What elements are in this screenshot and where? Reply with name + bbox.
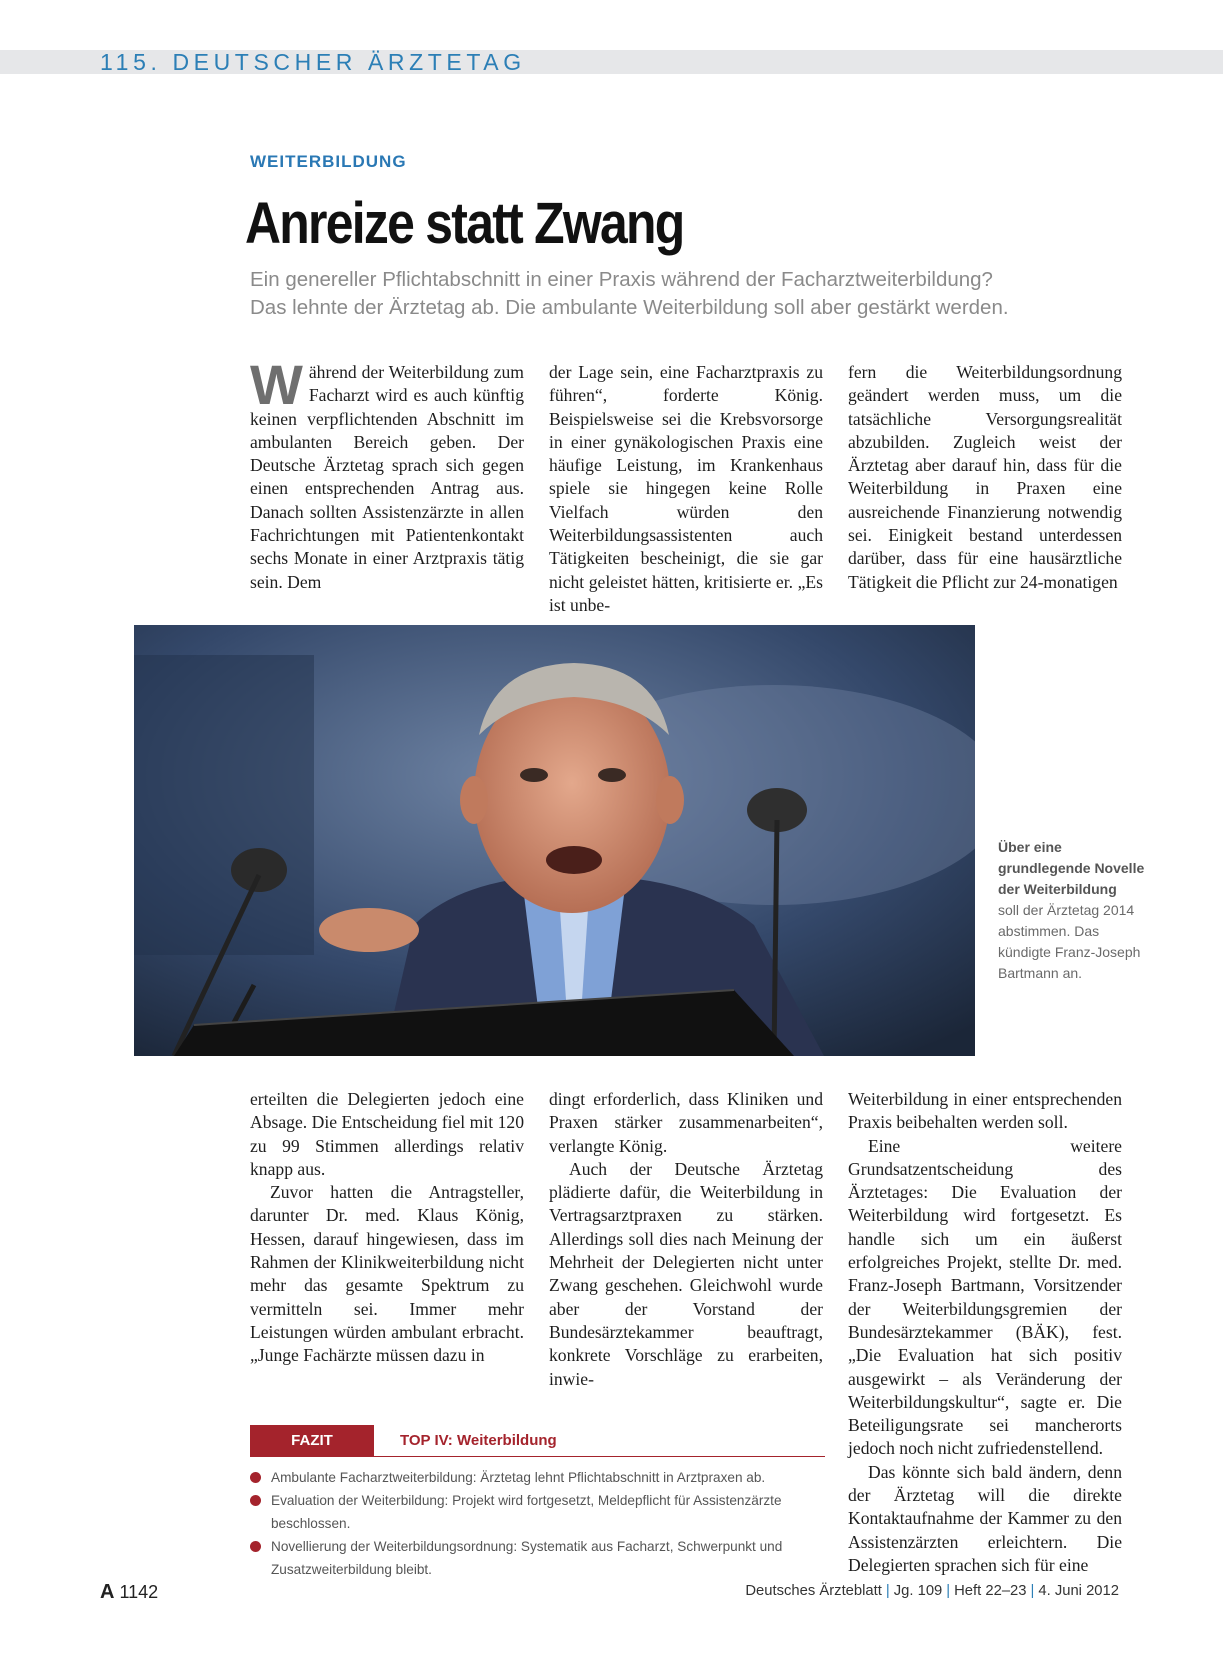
body-column-1-top xyxy=(250,353,524,594)
separator: | xyxy=(1030,1583,1035,1599)
paragraph: Eine weitere Grundsatzentscheidung des Ärztetages: Die Evaluation der Weiterbildung wird fortgesetzt. Es handle sich um ein äußerst erfolgreiches Projekt, stellte Dr. med. Franz-Joseph Bartmann, Vorsitzender der Weiterbildungsgremien der Bundesärztekammer (BÄK), fest. „Die Evaluation hat sich positiv ausgewirkt – als Veränderung der Weiterbildungskultur“, sagte er. Die Beteiligungsrate sei mancherorts jedoch noch nicht zufriedenstellend. xyxy=(848,1135,1122,1459)
paragraph: Auch der Deutsche Ärztetag plädierte dafür, die Weiterbildung in Vertragsarztpraxen zu stärken. Allerdings soll dies nach Meinung der Mehrheit der Delegierten nicht unter Zwang geschehen. Gleichwohl wurde aber der Vorstand der Bundesärztekammer beauftragt, konkrete Vorschläge zu erarbeiten, inwie- xyxy=(549,1158,823,1389)
date: 4. Juni 2012 xyxy=(1038,1583,1119,1599)
fazit-item: Novellierung der Weiterbildungsordnung: Systematik aus Facharzt, Schwerpunkt und Zusatzweiterbildung bleibt. xyxy=(250,1535,830,1581)
page-number: A 1142 xyxy=(100,1581,159,1603)
separator: | xyxy=(885,1583,890,1599)
lead-line: Das lehnte der Ärztetag ab. Die ambulante Weiterbildung soll aber gestärkt werden. xyxy=(250,296,1009,319)
bullet-icon xyxy=(250,1541,261,1552)
photo-illustration xyxy=(134,625,975,1056)
article-headline: Anreize statt Zwang xyxy=(245,191,684,256)
publication-name: Deutsches Ärzteblatt xyxy=(745,1583,882,1599)
dropcap: W xyxy=(250,353,303,416)
body-column-2-top xyxy=(549,361,823,617)
paragraph: Weiterbildung in einer entsprechenden Praxis beibehalten werden soll. xyxy=(848,1089,1122,1133)
paragraph: ährend der Weiterbildung zum Facharzt wird es auch künftig keinen verpflichtenden Abschnitt im ambulanten Bereich geben. Der Deutsche Ärztetag sprach sich gegen einen entsprechenden Antrag aus. Danach sollten Assistenzärzte in allen Fachrichtungen mit Patientenkontakt sechs Monate in einer Arztpraxis tätig sein. Dem xyxy=(250,362,524,592)
bullet-icon xyxy=(250,1472,261,1483)
fazit-list xyxy=(250,1466,830,1581)
paragraph: Zuvor hatten die Antragsteller, darunter Dr. med. Klaus König, Hessen, darauf hingewiesen, dass im Rahmen der Klinikweiterbildung nicht mehr das gesamte Spektrum zu vermitteln sei. Immer mehr Leistungen würden ambulant erbracht. „Junge Fachärzte müssen dazu in xyxy=(250,1182,524,1366)
fazit-title: TOP IV: Weiterbildung xyxy=(400,1432,557,1449)
caption-text: soll der Ärztetag 2014 abstimmen. Das kündigte Franz-Joseph Bartmann an. xyxy=(998,902,1141,981)
lead-line: Ein genereller Pflichtabschnitt in einer Praxis während der Facharztweiterbildung? xyxy=(250,268,993,291)
fazit-item: Evaluation der Weiterbildung: Projekt wird fortgesetzt, Meldepflicht für Assistenzärzte beschlossen. xyxy=(250,1489,830,1535)
paragraph: Das könnte sich bald ändern, denn der Ärztetag will die direkte Kontaktaufnahme der Kammer zu den Assistenzärzten erleichtern. Die Delegierten sprachen sich für eine xyxy=(848,1461,1122,1575)
fazit-item: Ambulante Facharztweiterbildung: Ärztetag lehnt Pflichtabschnitt in Arztpraxen ab. xyxy=(250,1466,830,1489)
body-column-2-bottom xyxy=(549,1088,823,1391)
section-header: 115. DEUTSCHER ÄRZTETAG xyxy=(100,49,526,75)
separator: | xyxy=(946,1583,951,1599)
paragraph: erteilten die Delegierten jedoch eine Absage. Die Entscheidung fiel mit 120 zu 99 Stimmen allerdings relativ knapp aus. xyxy=(250,1089,524,1179)
article-photo xyxy=(134,625,975,1056)
body-column-3-bottom xyxy=(848,1088,1122,1577)
caption-lead: Über eine grundlegende Novelle der Weiterbildung xyxy=(998,839,1145,897)
bullet-icon xyxy=(250,1495,261,1506)
paragraph: fern die Weiterbildungsordnung geändert werden muss, um die tatsächliche Versorgungsrealität abzubilden. Zugleich weist der Ärztetag aber darauf hin, dass für die Weiterbildung in Praxen eine ausreichende Finanzierung notwendig sei. Einigkeit bestand unterdessen darüber, dass für eine hausärztliche Tätigkeit die Pflicht zur 24-monatigen xyxy=(848,362,1122,592)
body-column-3-top xyxy=(848,361,1122,594)
paragraph: der Lage sein, eine Facharztpraxis zu führen“, forderte König. Beispielsweise sei die Krebsvorsorge in einer gynäkologischen Praxis eine häufige Leistung, im Krankenhaus spiele sie hingegen keine Rolle Vielfach würden den Weiterbildungsassistenten auch Tätigkeiten bescheinigt, die sie gar nicht geleistet hätten, kritisierte er. „Es ist unbe- xyxy=(549,362,823,615)
article-kicker: WEITERBILDUNG xyxy=(250,152,407,171)
article-lead xyxy=(250,266,1130,322)
body-column-1-bottom xyxy=(250,1088,524,1368)
paragraph: dingt erforderlich, dass Kliniken und Praxen stärker zusammenarbeiten“, verlangte König. xyxy=(549,1089,823,1156)
photo-caption xyxy=(998,837,1148,984)
volume: Jg. 109 xyxy=(893,1583,943,1599)
fazit-tag: FAZIT xyxy=(250,1425,374,1456)
issue: Heft 22–23 xyxy=(954,1583,1027,1599)
publication-info xyxy=(745,1583,1119,1599)
